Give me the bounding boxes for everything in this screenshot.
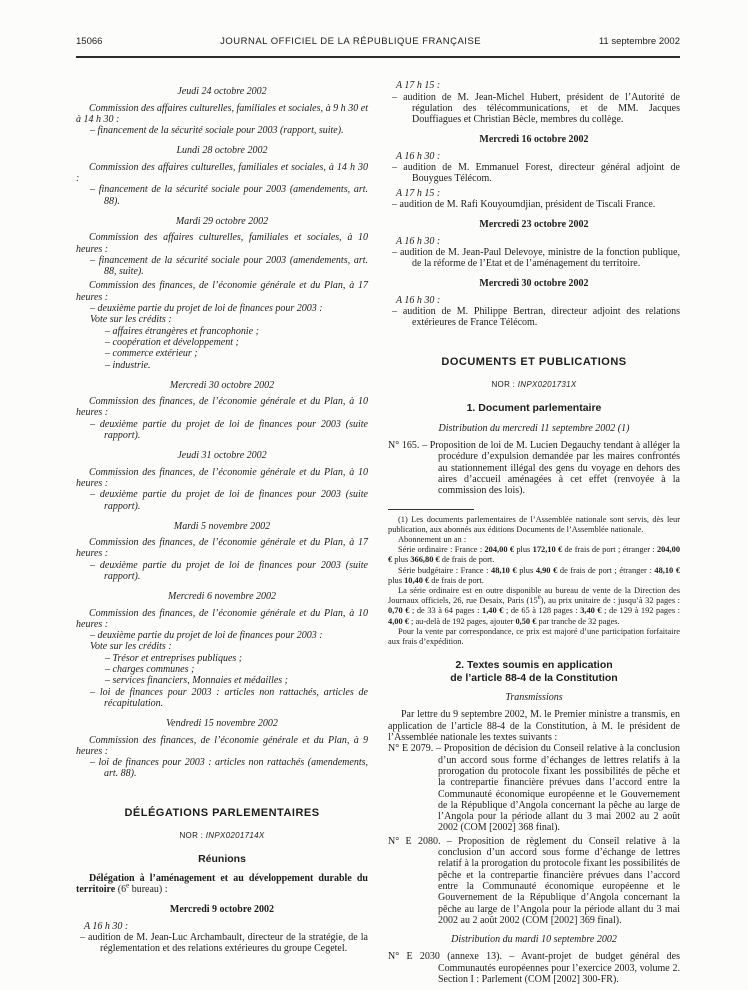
subsection-heading: Réunions <box>198 853 246 866</box>
text-run: 366,80 € <box>410 555 440 565</box>
text-run: e <box>126 881 130 890</box>
footnote-paragraph <box>388 586 680 627</box>
paragraph: Par lettre du 9 septembre 2002, M. le Premier ministre a transmis, en application de l’article 88-4 de la Constitution, à M. le président de l’Assemblée nationale les textes suivants : <box>388 709 680 744</box>
agenda-item: – deuxième partie du projet de loi de finances pour 2003 : <box>90 303 323 315</box>
agenda-item: – audition de M. Emmanuel Forest, directeur général adjoint de Bouygues Télécom. <box>392 162 680 185</box>
column-left <box>76 77 368 987</box>
distribution-heading: Transmissions <box>505 692 563 704</box>
page-header <box>0 0 748 56</box>
text-run: 1,40 € <box>482 606 504 616</box>
text-run: de frais de port. <box>429 575 484 585</box>
footnote-paragraph: Pour la vente par correspondance, ce prix est majoré d’une participation forfaitaire aux frais d’expédition. <box>388 626 680 646</box>
text-run: de frais de port. <box>439 555 495 565</box>
document-entry: N° E 2079. – Proposition de décision du Conseil relative à la conclusion d’un accord sous forme d’échanges de lettres relatifs à la prorogation du protocole fixant les possibilités de pêche et la contrepartie financière prévues dans l’accord entre la Communauté économique européenne et le Gouvernement de la République d’Angola concernant la pêche au large de l’Angola pour la période allant du 3 mai 2002 au 2 août 2002 (COM [2002] 368 final). <box>388 743 680 834</box>
date-heading: Mercredi 30 octobre 2002 <box>169 379 275 391</box>
date-heading: Lundi 28 octobre 2002 <box>176 145 268 157</box>
text-run: ; au-delà de 192 pages, ajouter <box>408 616 516 626</box>
text-run: INPX0201714X <box>205 831 265 841</box>
agenda-item: – loi de finances pour 2003 : articles non rattachés (amendements, art. 88). <box>90 757 368 780</box>
text-run: plus <box>516 565 536 575</box>
text-run: ), au prix unitaire de : jusqu’à 32 pages : <box>540 596 680 606</box>
text-run: Délégation à l’aménagement et au développement durable du territoire <box>76 872 368 896</box>
time-label: A 16 h 30 : <box>396 150 441 162</box>
agenda-subitem: – Trésor et entreprises publiques ; <box>105 652 243 664</box>
text-run: (6 <box>115 884 127 896</box>
agenda-item: – deuxième partie du projet de loi de finances pour 2003 (suite rapport). <box>90 489 368 512</box>
text-run: ; de 33 à 64 pages : <box>409 606 482 616</box>
text-run: 204,00 € <box>484 545 515 555</box>
footnote-paragraph: Abonnement un an : <box>398 534 467 544</box>
date-heading: Mercredi 16 octobre 2002 <box>479 134 589 146</box>
agenda-item: – audition de M. Jean-Michel Hubert, président de l’Autorité de régulation des télécommunications, et de MM. Jacques Douffiagues et Christian Bècle, membres du collège. <box>392 91 680 126</box>
text-run: plus <box>388 575 405 585</box>
paragraph: Commission des finances, de l’économie générale et du Plan, à 17 heures : <box>76 280 368 303</box>
subsection-heading: 1. Document parlementaire <box>466 402 602 415</box>
paragraph: Commission des finances, de l’économie générale et du Plan, à 10 heures : <box>76 607 368 630</box>
nor-reference <box>388 379 680 390</box>
footnote-paragraph <box>388 566 680 586</box>
section-heading: DOCUMENTS ET PUBLICATIONS <box>441 355 627 368</box>
paragraph: Commission des affaires culturelles, familiales et sociales, à 9 h 30 et à 14 h 30 : <box>76 102 368 125</box>
agenda-subitem: – coopération et développement ; <box>105 336 239 348</box>
agenda-subitem: – commerce extérieur ; <box>105 348 198 360</box>
paragraph: Commission des affaires culturelles, familiales et sociales, à 14 h 30 : <box>76 161 368 185</box>
page-number: 15066 <box>76 36 103 47</box>
text-run: 0,50 € <box>515 616 537 626</box>
document-entry: N° E 2080. – Proposition de règlement du Conseil relative à la conclusion d’un accord sous forme d’échange de lettres relatif à la prorogation du protocole fixant les possibilités de pêche et la contrepartie financière prévues dans l’accord entre la Communauté économique européenne et le Gouvernement de la République d’Angola concernant la pêche au large de l’Angola pour la période allant du 3 mai 2002 au 2 août 2002 (COM [2002] 369 final). <box>388 835 680 926</box>
agenda-subitem: – affaires étrangères et francophonie ; <box>105 325 259 337</box>
agenda-subitem: – industrie. <box>105 359 151 371</box>
text-run: 10,40 € <box>404 575 430 585</box>
time-label: A 17 h 15 : <box>396 80 441 92</box>
issue-date: 11 septembre 2002 <box>598 36 680 47</box>
agenda-item: – audition de M. Jean-Paul Delevoye, ministre de la fonction publique, de la réforme de l’Etat et de l’aménagement du territoire. <box>392 246 680 270</box>
text-run: NOR : <box>179 831 206 841</box>
distribution-heading: Distribution du mardi 10 septembre 2002 <box>451 934 617 946</box>
agenda-item: – deuxième partie du projet de loi de finances pour 2003 (suite rapport). <box>90 418 368 442</box>
footnote-paragraph: (1) Les documents parlementaires de l’Assemblée nationale sont servis, dès leur publication, aux abonnés aux éditions Documents de l’Assemblée nationale. <box>388 514 680 534</box>
text-run: e <box>537 593 541 602</box>
document-entry: N° 165. – Proposition de loi de M. Lucien Degauchy tendant à alléger la procédure d’expulsion demandée par les maires confrontés au stationnement illégal des gens du voyage en dehors des aires d’accueil aménagées à cet effet (renvoyée à la commission des lois). <box>388 440 680 497</box>
text-run: Série budgétaire : France : <box>398 565 492 575</box>
time-label: A 17 h 15 : <box>396 187 441 199</box>
heading-line: de l’article 88-4 de la Constitution <box>450 671 618 684</box>
time-label: A 16 h 30 : <box>84 920 129 932</box>
text-run: 48,10 € <box>491 565 517 575</box>
subsection-heading <box>388 659 680 684</box>
paragraph: Commission des finances, de l’économie générale et du Plan, à 10 heures : <box>76 396 368 419</box>
date-heading: Jeudi 24 octobre 2002 <box>177 86 267 98</box>
time-label: A 16 h 30 : <box>396 235 441 247</box>
agenda-item: – deuxième partie du projet de loi de finances pour 2003 (suite rapport). <box>90 559 368 582</box>
list-intro: Vote sur les crédits : <box>90 641 172 653</box>
paragraph: Commission des affaires culturelles, familiales et sociales, à 10 heures : <box>76 232 368 255</box>
text-run: par tranche de 32 pages. <box>536 616 620 626</box>
agenda-subitem: – charges communes ; <box>105 664 195 676</box>
text-run: La série ordinaire est en outre disponible au bureau de vente de la Direction des Journaux officiels, 26, rue Desaix, Paris (15 <box>388 585 680 606</box>
paragraph: Commission des finances, de l’économie générale et du Plan, à 9 heures : <box>76 734 368 757</box>
text-run: 204,00 € <box>388 545 681 565</box>
text-run: 48,10 € <box>654 565 681 575</box>
agenda-item: – audition de M. Rafi Kouyoumdjian, président de Tiscali France. <box>392 198 656 210</box>
content-columns <box>0 58 748 987</box>
agenda-item: – financement de la sécurité sociale pour 2003 (amendements, art. 88). <box>90 184 368 207</box>
footnote-paragraph <box>388 545 680 565</box>
agenda-item: – audition de M. Jean-Luc Archambault, directeur de la stratégie, de la réglementation et des relations extérieures du groupe Cegetel. <box>80 932 368 955</box>
distribution-heading: Distribution du mercredi 11 septembre 2002 (1) <box>438 422 630 434</box>
paragraph: Commission des finances, de l’économie générale et du Plan, à 10 heures : <box>76 466 368 489</box>
paragraph: Commission des finances, de l’économie générale et du Plan, à 17 heures : <box>76 537 368 560</box>
text-run: 3,40 € <box>580 606 602 616</box>
date-heading: Jeudi 31 octobre 2002 <box>177 450 267 462</box>
agenda-item: – financement de la sécurité sociale pour 2003 (amendements, art. 88, suite). <box>90 254 368 278</box>
paragraph <box>76 873 368 896</box>
date-heading: Mardi 29 octobre 2002 <box>175 215 269 227</box>
text-run: INPX0201731X <box>517 379 577 389</box>
date-heading: Mercredi 30 octobre 2002 <box>479 278 589 290</box>
agenda-item: – financement de la sécurité sociale pour 2003 (rapport, suite). <box>90 125 344 137</box>
agenda-item: – deuxième partie du projet de loi de finances pour 2003 : <box>90 630 323 642</box>
heading-line: 2. Textes soumis en application <box>455 659 613 672</box>
date-heading: Vendredi 15 novembre 2002 <box>166 718 278 730</box>
nor-reference <box>76 830 368 841</box>
text-run: de frais de port ; étranger : <box>557 565 655 575</box>
text-run: de frais de port ; étranger : <box>562 545 657 555</box>
date-heading: Mercredi 9 octobre 2002 <box>169 904 275 916</box>
list-intro: Vote sur les crédits : <box>90 314 172 326</box>
text-run: Série ordinaire : France : <box>398 545 485 555</box>
column-right <box>388 77 680 987</box>
section-heading: DÉLÉGATIONS PARLEMENTAIRES <box>124 806 320 819</box>
text-run: 0,70 € <box>388 606 410 616</box>
text-run: ; de 65 à 128 pages : <box>503 606 581 616</box>
text-run: 4,00 € <box>388 616 409 626</box>
text-run: plus <box>392 555 411 565</box>
text-run: NOR : <box>491 379 518 389</box>
date-heading: Mercredi 23 octobre 2002 <box>479 219 589 231</box>
text-run: 4,90 € <box>535 565 558 575</box>
footnote-divider <box>388 509 474 510</box>
time-label: A 16 h 30 : <box>396 294 441 306</box>
text-run: 172,10 € <box>532 545 563 555</box>
date-heading: Mercredi 6 novembre 2002 <box>167 591 277 603</box>
text-run: ; de 129 à 192 pages : <box>601 606 680 616</box>
agenda-item: – loi de finances pour 2003 : articles non rattachés, articles de récapitulation. <box>90 686 368 709</box>
agenda-subitem: – services financiers, Monnaies et médailles ; <box>105 675 289 687</box>
agenda-item: – audition de M. Philippe Bertran, directeur adjoint des relations extérieures de France Télécom. <box>392 306 680 329</box>
journal-title: JOURNAL OFFICIEL DE LA RÉPUBLIQUE FRANÇAISE <box>220 36 482 47</box>
text-run: bureau) : <box>129 884 168 896</box>
document-entry: N° E 2030 (annexe 13). – Avant-projet de budget général des Communautés européennes pour l’exercice 2003, volume 2. Section I : Parlement (COM [2002] 300-FR). <box>388 951 680 985</box>
date-heading: Mardi 5 novembre 2002 <box>173 520 271 532</box>
text-run: plus <box>514 545 533 555</box>
